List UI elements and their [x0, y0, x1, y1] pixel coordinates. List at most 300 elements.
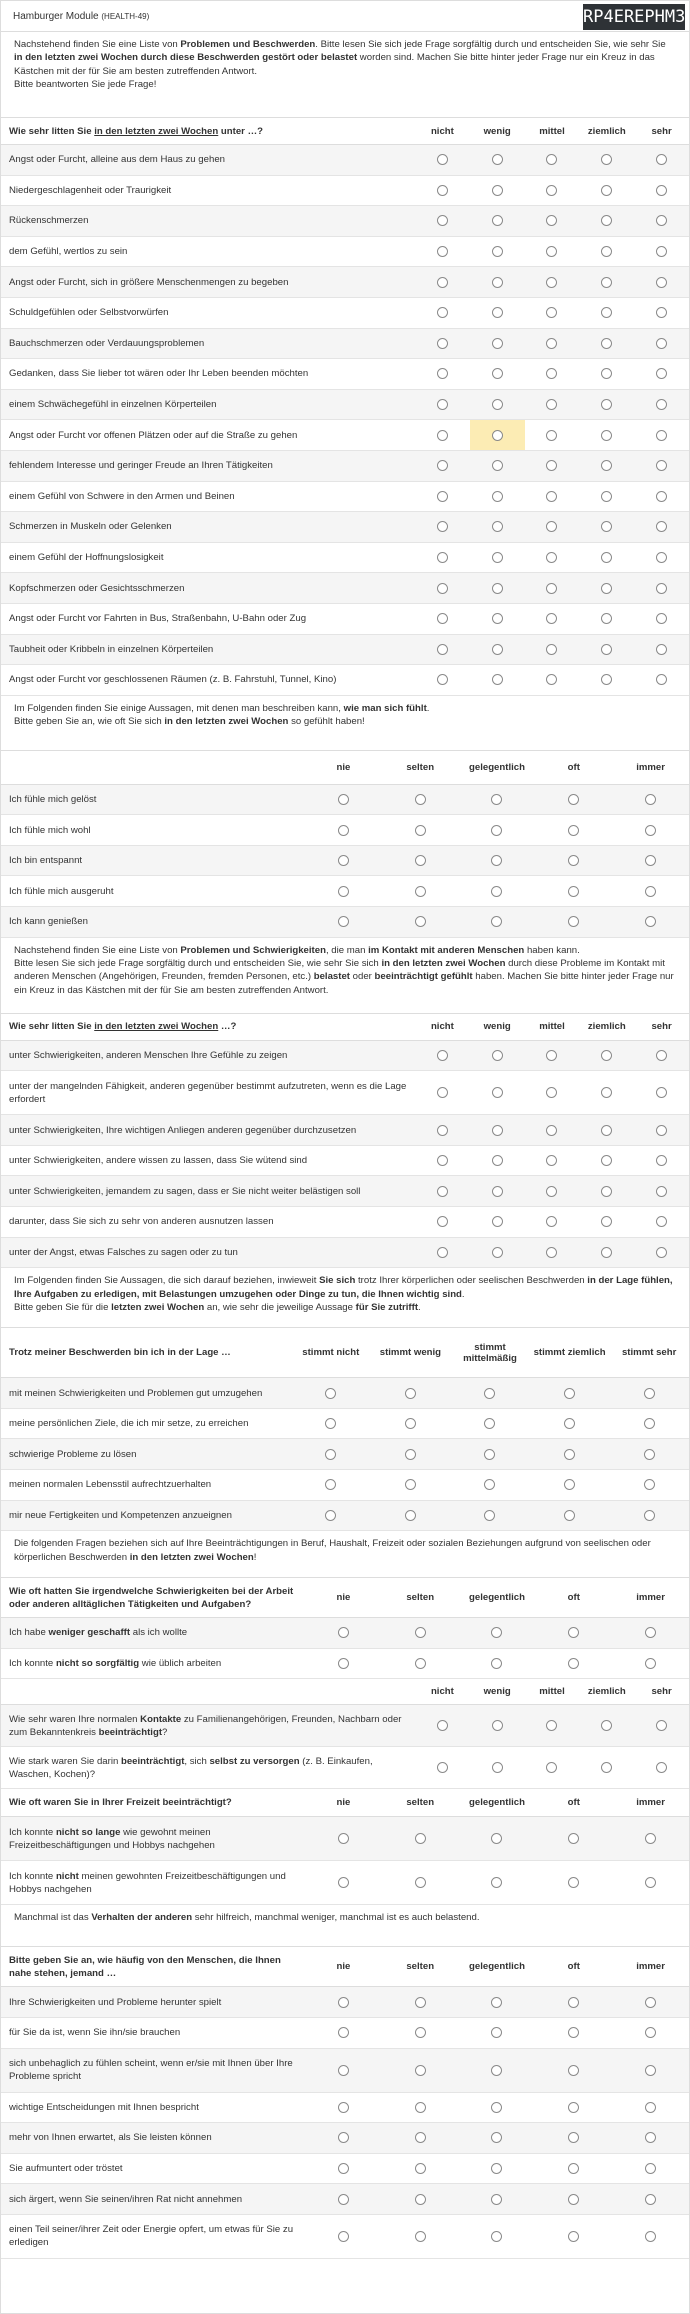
radio-stimmt-wenig[interactable]: [405, 1449, 416, 1460]
radio-ziemlich[interactable]: [601, 1125, 612, 1136]
radio-ziemlich[interactable]: [601, 1155, 612, 1166]
radio-sehr[interactable]: [656, 1050, 667, 1061]
radio-stimmt-mittelmaeßig[interactable]: [484, 1510, 495, 1521]
radio-gelegentlich[interactable]: [491, 886, 502, 897]
radio-stimmt-sehr[interactable]: [644, 1479, 655, 1490]
radio-nicht[interactable]: [437, 368, 448, 379]
radio-gelegentlich[interactable]: [491, 794, 502, 805]
radio-ziemlich[interactable]: [601, 185, 612, 196]
radio-selten[interactable]: [415, 886, 426, 897]
radio-mittel[interactable]: [546, 1720, 557, 1731]
answer-cell: [305, 2184, 382, 2214]
radio-mittel[interactable]: [546, 399, 557, 410]
radio-nicht[interactable]: [437, 399, 448, 410]
radio-immer[interactable]: [645, 2231, 656, 2242]
answer-cell: [459, 1817, 536, 1860]
radio-sehr[interactable]: [656, 307, 667, 318]
radio-nie[interactable]: [338, 2102, 349, 2113]
radio-immer[interactable]: [645, 794, 656, 805]
radio-mittel[interactable]: [546, 613, 557, 624]
radio-ziemlich[interactable]: [601, 368, 612, 379]
radio-oft[interactable]: [568, 2194, 579, 2205]
radio-immer[interactable]: [645, 1877, 656, 1888]
radio-wenig[interactable]: [492, 368, 503, 379]
radio-ziemlich[interactable]: [601, 1762, 612, 1773]
radio-mittel[interactable]: [546, 368, 557, 379]
radio-stimmt-nicht[interactable]: [325, 1479, 336, 1490]
radio-stimmt-ziemlich[interactable]: [564, 1510, 575, 1521]
radio-ziemlich[interactable]: [601, 613, 612, 624]
radio-ziemlich[interactable]: [601, 430, 612, 441]
radio-ziemlich[interactable]: [601, 1087, 612, 1098]
radio-stimmt-mittelmaeßig[interactable]: [484, 1388, 495, 1399]
answer-cell: [459, 785, 536, 815]
radio-immer[interactable]: [645, 916, 656, 927]
radio-wenig[interactable]: [492, 521, 503, 532]
radio-nicht[interactable]: [437, 430, 448, 441]
radio-nicht[interactable]: [437, 1186, 448, 1197]
radio-mittel[interactable]: [546, 644, 557, 655]
radio-mittel[interactable]: [546, 460, 557, 471]
radio-sehr[interactable]: [656, 430, 667, 441]
radio-nie[interactable]: [338, 1997, 349, 2008]
answer-cell: [470, 390, 525, 420]
radio-nie[interactable]: [338, 916, 349, 927]
radio-wenig[interactable]: [492, 552, 503, 563]
radio-oft[interactable]: [568, 1658, 579, 1669]
radio-selten[interactable]: [415, 1877, 426, 1888]
radio-stimmt-ziemlich[interactable]: [564, 1479, 575, 1490]
s1-item-text: dem Gefühl, wertlos zu sein: [9, 246, 128, 258]
answer-cell: [579, 176, 634, 206]
radio-oft[interactable]: [568, 2231, 579, 2242]
radio-gelegentlich[interactable]: [491, 2163, 502, 2174]
radio-wenig[interactable]: [492, 154, 503, 165]
radio-stimmt-ziemlich[interactable]: [564, 1388, 575, 1399]
answer-cell: [634, 635, 689, 665]
radio-ziemlich[interactable]: [601, 674, 612, 685]
radio-wenig[interactable]: [492, 491, 503, 502]
s1-answer-group: [415, 512, 689, 542]
radio-gelegentlich[interactable]: [491, 1658, 502, 1669]
radio-nicht[interactable]: [437, 1155, 448, 1166]
radio-selten[interactable]: [415, 916, 426, 927]
radio-mittel[interactable]: [546, 674, 557, 685]
radio-nicht[interactable]: [437, 277, 448, 288]
radio-nicht[interactable]: [437, 215, 448, 226]
radio-mittel[interactable]: [546, 338, 557, 349]
radio-mittel[interactable]: [546, 215, 557, 226]
radio-oft[interactable]: [568, 2027, 579, 2038]
radio-mittel[interactable]: [546, 1247, 557, 1258]
text-run: sehr hilfreich, manchmal weniger, manchmal ist es auch belastend.: [192, 1912, 480, 1924]
radio-sehr[interactable]: [656, 583, 667, 594]
radio-oft[interactable]: [568, 1833, 579, 1844]
radio-sehr[interactable]: [656, 368, 667, 379]
radio-oft[interactable]: [568, 825, 579, 836]
radio-mittel[interactable]: [546, 185, 557, 196]
s2-item-row: [1, 876, 689, 907]
radio-nie[interactable]: [338, 1877, 349, 1888]
radio-sehr[interactable]: [656, 521, 667, 532]
radio-mittel[interactable]: [546, 277, 557, 288]
radio-ziemlich[interactable]: [601, 552, 612, 563]
radio-ziemlich[interactable]: [601, 1247, 612, 1258]
radio-immer[interactable]: [645, 886, 656, 897]
radio-oft[interactable]: [568, 794, 579, 805]
radio-selten[interactable]: [415, 825, 426, 836]
radio-stimmt-mittelmaeßig[interactable]: [484, 1418, 495, 1429]
answer-cell: [612, 2093, 689, 2123]
radio-ziemlich[interactable]: [601, 246, 612, 257]
radio-ziemlich[interactable]: [601, 583, 612, 594]
radio-nicht[interactable]: [437, 1125, 448, 1136]
radio-mittel[interactable]: [546, 154, 557, 165]
radio-nicht[interactable]: [437, 1762, 448, 1773]
radio-gelegentlich[interactable]: [491, 916, 502, 927]
radio-stimmt-nicht[interactable]: [325, 1418, 336, 1429]
radio-selten[interactable]: [415, 2102, 426, 2113]
radio-wenig[interactable]: [492, 338, 503, 349]
answer-cell: [450, 1439, 530, 1469]
radio-wenig[interactable]: [492, 1216, 503, 1227]
radio-selten[interactable]: [415, 2132, 426, 2143]
s4-answer-group: [291, 1378, 689, 1408]
radio-wenig[interactable]: [492, 1050, 503, 1061]
answer-cell: [579, 1747, 634, 1788]
radio-sehr[interactable]: [656, 185, 667, 196]
radio-gelegentlich[interactable]: [491, 2102, 502, 2113]
radio-selten[interactable]: [415, 2027, 426, 2038]
radio-ziemlich[interactable]: [601, 491, 612, 502]
radio-nicht[interactable]: [437, 613, 448, 624]
radio-immer[interactable]: [645, 855, 656, 866]
radio-immer[interactable]: [645, 2194, 656, 2205]
radio-nie[interactable]: [338, 1627, 349, 1638]
radio-immer[interactable]: [645, 2065, 656, 2076]
radio-mittel[interactable]: [546, 307, 557, 318]
radio-oft[interactable]: [568, 2132, 579, 2143]
radio-ziemlich[interactable]: [601, 1216, 612, 1227]
text-run: .: [426, 702, 430, 714]
s8-item-row: [1, 2215, 689, 2259]
radio-mittel[interactable]: [546, 521, 557, 532]
s1-item-text: Bauchschmerzen oder Verdauungsproblemen: [9, 337, 205, 349]
radio-selten[interactable]: [415, 794, 426, 805]
radio-mittel[interactable]: [546, 583, 557, 594]
radio-wenig[interactable]: [492, 1762, 503, 1773]
answer-cell: [382, 846, 459, 876]
radio-gelegentlich[interactable]: [491, 2065, 502, 2076]
radio-nie[interactable]: [338, 2231, 349, 2242]
radio-ziemlich[interactable]: [601, 1186, 612, 1197]
radio-nicht[interactable]: [437, 460, 448, 471]
answer-cell: [579, 573, 634, 603]
radio-wenig[interactable]: [492, 277, 503, 288]
answer-cell: [305, 1987, 382, 2017]
radio-sehr[interactable]: [656, 674, 667, 685]
radio-selten[interactable]: [415, 1997, 426, 2008]
radio-gelegentlich[interactable]: [491, 2027, 502, 2038]
radio-selten[interactable]: [415, 1627, 426, 1638]
radio-sehr[interactable]: [656, 1762, 667, 1773]
radio-ziemlich[interactable]: [601, 521, 612, 532]
answer-cell: [530, 1470, 610, 1500]
radio-mittel[interactable]: [546, 1050, 557, 1061]
radio-mittel[interactable]: [546, 430, 557, 441]
radio-oft[interactable]: [568, 886, 579, 897]
radio-nie[interactable]: [338, 2065, 349, 2076]
radio-wenig[interactable]: [492, 399, 503, 410]
radio-wenig[interactable]: [492, 460, 503, 471]
answer-cell: [470, 1146, 525, 1176]
radio-gelegentlich[interactable]: [491, 2132, 502, 2143]
radio-ziemlich[interactable]: [601, 1050, 612, 1061]
radio-oft[interactable]: [568, 855, 579, 866]
radio-sehr[interactable]: [656, 154, 667, 165]
radio-stimmt-mittelmaeßig[interactable]: [484, 1479, 495, 1490]
radio-sehr[interactable]: [656, 246, 667, 257]
radio-sehr[interactable]: [656, 277, 667, 288]
radio-wenig[interactable]: [492, 644, 503, 655]
s1-item-row: [1, 359, 689, 390]
answer-cell: [530, 1501, 610, 1531]
radio-stimmt-sehr[interactable]: [644, 1418, 655, 1429]
radio-nie[interactable]: [338, 1833, 349, 1844]
radio-mittel[interactable]: [546, 1762, 557, 1773]
radio-gelegentlich[interactable]: [491, 855, 502, 866]
radio-wenig[interactable]: [492, 1125, 503, 1136]
radio-sehr[interactable]: [656, 491, 667, 502]
s1-item-row: [1, 573, 689, 604]
radio-stimmt-ziemlich[interactable]: [564, 1449, 575, 1460]
answer-cell: [634, 1176, 689, 1206]
answer-cell: [579, 1041, 634, 1071]
radio-gelegentlich[interactable]: [491, 1997, 502, 2008]
radio-gelegentlich[interactable]: [491, 2231, 502, 2242]
radio-sehr[interactable]: [656, 1247, 667, 1258]
radio-selten[interactable]: [415, 2194, 426, 2205]
radio-nicht[interactable]: [437, 674, 448, 685]
radio-sehr[interactable]: [656, 613, 667, 624]
radio-immer[interactable]: [645, 1833, 656, 1844]
radio-wenig[interactable]: [492, 430, 503, 441]
radio-selten[interactable]: [415, 2163, 426, 2174]
radio-selten[interactable]: [415, 1833, 426, 1844]
radio-stimmt-wenig[interactable]: [405, 1479, 416, 1490]
radio-mittel[interactable]: [546, 1125, 557, 1136]
radio-nicht[interactable]: [437, 154, 448, 165]
radio-ziemlich[interactable]: [601, 644, 612, 655]
answer-cell: [470, 482, 525, 512]
radio-gelegentlich[interactable]: [491, 1877, 502, 1888]
radio-nie[interactable]: [338, 886, 349, 897]
radio-ziemlich[interactable]: [601, 215, 612, 226]
radio-stimmt-sehr[interactable]: [644, 1449, 655, 1460]
radio-stimmt-nicht[interactable]: [325, 1510, 336, 1521]
radio-selten[interactable]: [415, 855, 426, 866]
radio-sehr[interactable]: [656, 399, 667, 410]
s8-header-row: [1, 1947, 689, 1987]
radio-nicht[interactable]: [437, 1087, 448, 1098]
radio-wenig[interactable]: [492, 674, 503, 685]
radio-sehr[interactable]: [656, 552, 667, 563]
radio-sehr[interactable]: [656, 1216, 667, 1227]
radio-oft[interactable]: [568, 2065, 579, 2076]
answer-cell: [525, 1146, 580, 1176]
answer-cell: [459, 2215, 536, 2258]
scale-labels: [291, 1342, 689, 1364]
radio-nicht[interactable]: [437, 185, 448, 196]
radio-nicht[interactable]: [437, 552, 448, 563]
radio-immer[interactable]: [645, 1997, 656, 2008]
radio-oft[interactable]: [568, 2102, 579, 2113]
radio-nie[interactable]: [338, 1658, 349, 1669]
radio-stimmt-ziemlich[interactable]: [564, 1418, 575, 1429]
radio-ziemlich[interactable]: [601, 1720, 612, 1731]
radio-wenig[interactable]: [492, 583, 503, 594]
radio-immer[interactable]: [645, 2163, 656, 2174]
s3-item-text: unter Schwierigkeiten, anderen Menschen Ihre Gefühle zu zeigen: [9, 1049, 288, 1061]
radio-sehr[interactable]: [656, 1186, 667, 1197]
radio-oft[interactable]: [568, 1877, 579, 1888]
answer-cell: [470, 1207, 525, 1237]
radio-sehr[interactable]: [656, 1720, 667, 1731]
radio-nicht[interactable]: [437, 644, 448, 655]
s4-item-row: [1, 1378, 689, 1409]
radio-stimmt-sehr[interactable]: [644, 1388, 655, 1399]
answer-cell: [525, 420, 580, 450]
radio-wenig[interactable]: [492, 246, 503, 257]
radio-stimmt-mittelmaeßig[interactable]: [484, 1449, 495, 1460]
radio-nicht[interactable]: [437, 338, 448, 349]
radio-stimmt-sehr[interactable]: [644, 1510, 655, 1521]
radio-sehr[interactable]: [656, 644, 667, 655]
radio-ziemlich[interactable]: [601, 460, 612, 471]
radio-wenig[interactable]: [492, 185, 503, 196]
radio-immer[interactable]: [645, 825, 656, 836]
text-run: trotz Ihrer körperlichen oder seelischen Beschwerden: [355, 1275, 588, 1287]
radio-immer[interactable]: [645, 1658, 656, 1669]
radio-oft[interactable]: [568, 1997, 579, 2008]
radio-oft[interactable]: [568, 1627, 579, 1638]
radio-nicht[interactable]: [437, 491, 448, 502]
radio-wenig[interactable]: [492, 613, 503, 624]
radio-sehr[interactable]: [656, 460, 667, 471]
radio-mittel[interactable]: [546, 246, 557, 257]
radio-mittel[interactable]: [546, 491, 557, 502]
radio-gelegentlich[interactable]: [491, 825, 502, 836]
radio-wenig[interactable]: [492, 1155, 503, 1166]
radio-stimmt-wenig[interactable]: [405, 1418, 416, 1429]
radio-sehr[interactable]: [656, 1125, 667, 1136]
radio-wenig[interactable]: [492, 307, 503, 318]
radio-ziemlich[interactable]: [601, 307, 612, 318]
radio-nicht[interactable]: [437, 521, 448, 532]
text-run: Ich konnte: [9, 1658, 56, 1670]
radio-ziemlich[interactable]: [601, 277, 612, 288]
radio-sehr[interactable]: [656, 1087, 667, 1098]
radio-immer[interactable]: [645, 2027, 656, 2038]
radio-ziemlich[interactable]: [601, 154, 612, 165]
radio-mittel[interactable]: [546, 1087, 557, 1098]
radio-ziemlich[interactable]: [601, 399, 612, 410]
radio-gelegentlich[interactable]: [491, 1833, 502, 1844]
scale-label: immer: [636, 1961, 665, 1973]
radio-stimmt-nicht[interactable]: [325, 1388, 336, 1399]
radio-sehr[interactable]: [656, 215, 667, 226]
text-run: so gefühlt haben!: [288, 716, 365, 728]
radio-gelegentlich[interactable]: [491, 2194, 502, 2205]
radio-nicht[interactable]: [437, 307, 448, 318]
radio-nie[interactable]: [338, 2194, 349, 2205]
radio-nie[interactable]: [338, 2163, 349, 2174]
scale-label: sehr: [651, 1021, 672, 1033]
radio-stimmt-wenig[interactable]: [405, 1388, 416, 1399]
answer-cell: [470, 267, 525, 297]
radio-nie[interactable]: [338, 794, 349, 805]
radio-mittel[interactable]: [546, 1155, 557, 1166]
radio-stimmt-wenig[interactable]: [405, 1510, 416, 1521]
radio-gelegentlich[interactable]: [491, 1627, 502, 1638]
s3-item-text: unter Schwierigkeiten, jemandem zu sagen, dass er Sie nicht weiter belästigen soll: [9, 1185, 361, 1197]
answer-cell: [612, 785, 689, 815]
radio-nie[interactable]: [338, 855, 349, 866]
answer-cell: [612, 2049, 689, 2092]
radio-sehr[interactable]: [656, 338, 667, 349]
radio-wenig[interactable]: [492, 1087, 503, 1098]
scale-label: gelegentlich: [469, 1592, 525, 1604]
radio-nie[interactable]: [338, 2027, 349, 2038]
radio-nicht[interactable]: [437, 583, 448, 594]
text-run: Die folgenden Fragen beziehen sich auf Ihre Beeinträchtigungen in Beruf, Haushalt, Freizeit oder sozialen Beziehungen aufgrund von seelischen oder körperlichen Beschwerden: [14, 1538, 651, 1563]
radio-nicht[interactable]: [437, 246, 448, 257]
radio-nicht[interactable]: [437, 1050, 448, 1061]
scale-label: nicht: [430, 125, 454, 137]
radio-immer[interactable]: [645, 1627, 656, 1638]
answer-cell: [525, 267, 580, 297]
s1-answer-group: [415, 635, 689, 665]
radio-nie[interactable]: [338, 2132, 349, 2143]
scale-label: oft: [567, 761, 580, 773]
radio-oft[interactable]: [568, 2163, 579, 2174]
radio-nicht[interactable]: [437, 1247, 448, 1258]
radio-wenig[interactable]: [492, 1186, 503, 1197]
radio-wenig[interactable]: [492, 1247, 503, 1258]
radio-selten[interactable]: [415, 2065, 426, 2076]
answer-cell: [415, 482, 470, 512]
radio-ziemlich[interactable]: [601, 338, 612, 349]
radio-wenig[interactable]: [492, 1720, 503, 1731]
radio-nie[interactable]: [338, 825, 349, 836]
radio-wenig[interactable]: [492, 215, 503, 226]
radio-mittel[interactable]: [546, 1216, 557, 1227]
radio-immer[interactable]: [645, 2132, 656, 2143]
radio-selten[interactable]: [415, 2231, 426, 2242]
radio-mittel[interactable]: [546, 1186, 557, 1197]
radio-nicht[interactable]: [437, 1216, 448, 1227]
radio-nicht[interactable]: [437, 1720, 448, 1731]
radio-stimmt-nicht[interactable]: [325, 1449, 336, 1460]
radio-oft[interactable]: [568, 916, 579, 927]
radio-selten[interactable]: [415, 1658, 426, 1669]
radio-sehr[interactable]: [656, 1155, 667, 1166]
s1-item-row: [1, 451, 689, 482]
radio-immer[interactable]: [645, 2102, 656, 2113]
radio-mittel[interactable]: [546, 552, 557, 563]
s3-answer-group: [415, 1115, 689, 1145]
answer-cell: [415, 573, 470, 603]
